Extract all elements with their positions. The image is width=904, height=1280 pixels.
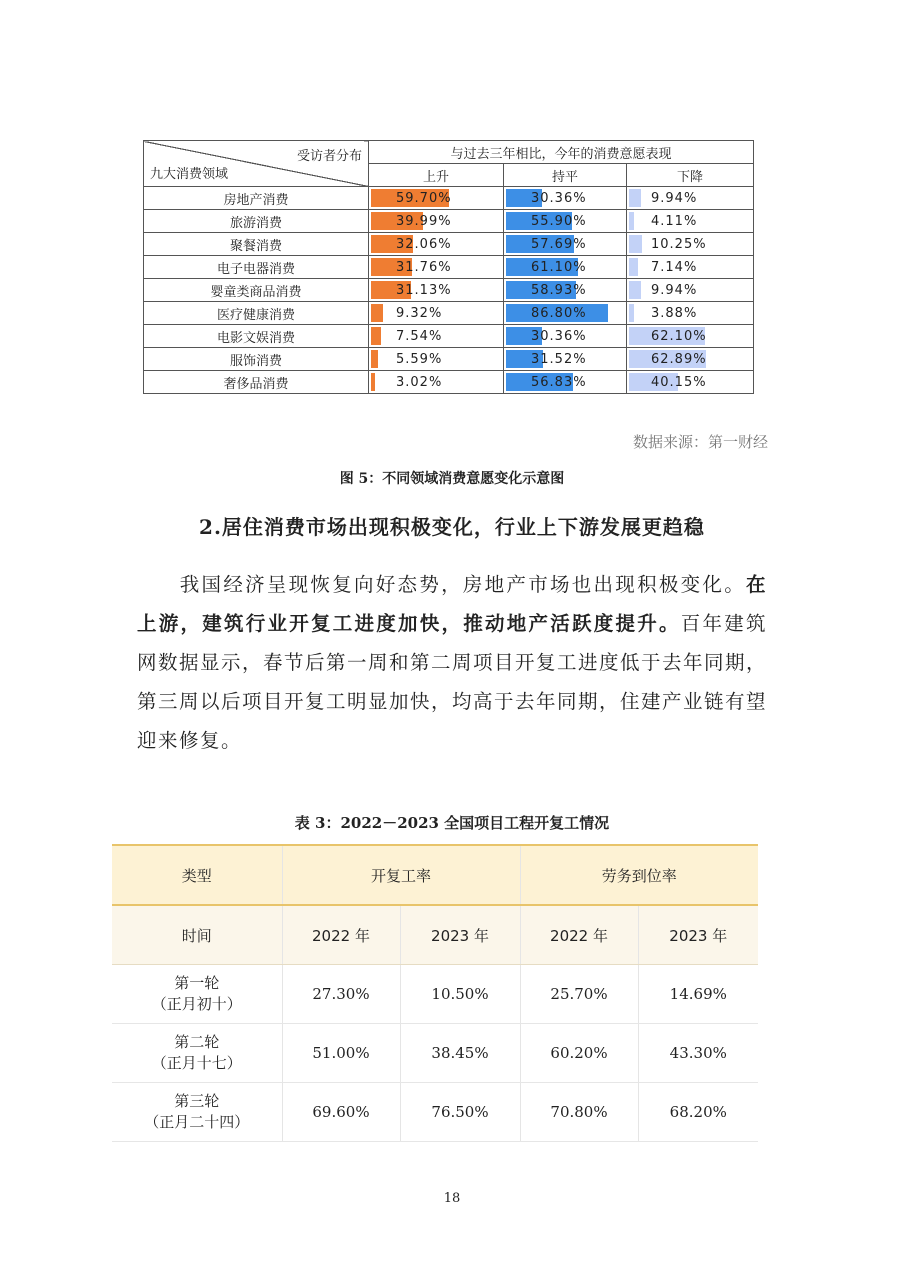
value-cell-down — [627, 348, 754, 371]
page-number: 18 — [443, 1191, 461, 1206]
round-label: 第二轮 （正月十七） — [112, 1024, 282, 1083]
resumption-table — [112, 844, 758, 1142]
diagonal-header-cell — [144, 141, 369, 187]
value-label: 31.13% — [396, 282, 452, 298]
value-label: 5.59% — [396, 351, 443, 367]
data-source: 数据来源：第一财经 — [632, 433, 768, 451]
table3-caption: 表 3：2022－2023 全国项目工程开复工情况 — [294, 814, 610, 832]
body-paragraph — [137, 565, 767, 760]
value-cell-up — [369, 325, 504, 348]
table-row — [144, 325, 754, 348]
header-flat: 持平 — [504, 164, 627, 187]
table-cell: 25.70% — [520, 965, 638, 1024]
value-label: 57.69% — [531, 236, 587, 252]
value-cell-flat — [504, 233, 627, 256]
value-label: 86.80% — [531, 305, 587, 321]
value-cell-flat — [504, 371, 627, 394]
header-year: 2023 年 — [638, 905, 758, 965]
category-label: 电子电器消费 — [144, 256, 369, 279]
value-cell-flat — [504, 187, 627, 210]
value-label: 39.99% — [396, 213, 452, 229]
table-cell: 60.20% — [520, 1024, 638, 1083]
header-time: 时间 — [112, 905, 282, 965]
value-label: 7.14% — [651, 259, 698, 275]
header-compare: 与过去三年相比，今年的消费意愿表现 — [369, 141, 754, 164]
table-row — [144, 302, 754, 325]
table-row — [144, 233, 754, 256]
header-domains: 九大消费领域 — [150, 167, 229, 182]
value-cell-up — [369, 187, 504, 210]
header-down: 下降 — [627, 164, 754, 187]
value-label: 7.54% — [396, 328, 443, 344]
table-cell: 27.30% — [282, 965, 400, 1024]
round-label: 第一轮 （正月初十） — [112, 965, 282, 1024]
value-cell-up — [369, 210, 504, 233]
value-cell-down — [627, 210, 754, 233]
paragraph-part1: 我国经济呈现恢复向好态势，房地产市场也出现积极变化。 — [179, 573, 746, 596]
value-label: 62.10% — [651, 328, 707, 344]
header-distribution: 受访者分布 — [296, 149, 362, 164]
table-cell: 69.60% — [282, 1083, 400, 1142]
value-cell-up — [369, 348, 504, 371]
value-cell-down — [627, 371, 754, 394]
value-label: 9.94% — [651, 190, 698, 206]
value-label: 61.10% — [531, 259, 587, 275]
table-row — [144, 371, 754, 394]
figure-caption: 图 5：不同领域消费意愿变化示意图 — [339, 471, 565, 487]
value-label: 30.36% — [531, 190, 587, 206]
value-label: 3.88% — [651, 305, 698, 321]
value-label: 31.52% — [531, 351, 587, 367]
value-cell-up — [369, 233, 504, 256]
header-year: 2022 年 — [520, 905, 638, 965]
value-cell-up — [369, 302, 504, 325]
value-label: 56.83% — [531, 374, 587, 390]
value-cell-up — [369, 371, 504, 394]
value-cell-down — [627, 302, 754, 325]
value-label: 4.11% — [651, 213, 698, 229]
category-label: 服饰消费 — [144, 348, 369, 371]
category-label: 电影文娱消费 — [144, 325, 369, 348]
category-label: 医疗健康消费 — [144, 302, 369, 325]
header-year: 2023 年 — [400, 905, 520, 965]
table-row — [112, 1024, 758, 1083]
value-label: 40.15% — [651, 374, 707, 390]
table-cell: 43.30% — [638, 1024, 758, 1083]
value-label: 31.76% — [396, 259, 452, 275]
value-cell-down — [627, 325, 754, 348]
value-cell-down — [627, 279, 754, 302]
table-row — [144, 279, 754, 302]
value-label: 30.36% — [531, 328, 587, 344]
value-cell-up — [369, 256, 504, 279]
category-label: 聚餐消费 — [144, 233, 369, 256]
consumption-willingness-table — [143, 140, 754, 394]
value-cell-flat — [504, 325, 627, 348]
value-label: 9.32% — [396, 305, 443, 321]
value-label: 58.93% — [531, 282, 587, 298]
value-cell-down — [627, 187, 754, 210]
header-resumption-rate: 开复工率 — [282, 845, 520, 905]
paragraph-part2: 百年建筑网数据显示，春节后第一周和第二周项目开复工进度低于去年同期，第三周以后项目开复工明显加快，均高于去年同期，住建产业链有望迎来修复。 — [137, 612, 768, 752]
section-title: 2.居住消费市场出现积极变化，行业上下游发展更趋稳 — [199, 515, 705, 539]
table-row — [112, 1083, 758, 1142]
table-row — [144, 210, 754, 233]
value-label: 9.94% — [651, 282, 698, 298]
value-cell-flat — [504, 279, 627, 302]
category-label: 婴童类商品消费 — [144, 279, 369, 302]
value-label: 59.70% — [396, 190, 452, 206]
table-cell: 38.45% — [400, 1024, 520, 1083]
table-row — [144, 256, 754, 279]
value-label: 32.06% — [396, 236, 452, 252]
category-label: 旅游消费 — [144, 210, 369, 233]
table-row — [144, 187, 754, 210]
table-row — [112, 965, 758, 1024]
table-cell: 51.00% — [282, 1024, 400, 1083]
value-cell-flat — [504, 210, 627, 233]
value-label: 3.02% — [396, 374, 443, 390]
round-label: 第三轮 （正月二十四） — [112, 1083, 282, 1142]
header-up: 上升 — [369, 164, 504, 187]
table-cell: 68.20% — [638, 1083, 758, 1142]
table-cell: 14.69% — [638, 965, 758, 1024]
value-label: 62.89% — [651, 351, 707, 367]
header-year: 2022 年 — [282, 905, 400, 965]
header-labor-rate: 劳务到位率 — [520, 845, 758, 905]
value-cell-down — [627, 256, 754, 279]
category-label: 奢侈品消费 — [144, 371, 369, 394]
category-label: 房地产消费 — [144, 187, 369, 210]
value-cell-flat — [504, 302, 627, 325]
value-label: 55.90% — [531, 213, 587, 229]
table-cell: 70.80% — [520, 1083, 638, 1142]
table-row — [144, 348, 754, 371]
value-cell-flat — [504, 348, 627, 371]
value-cell-up — [369, 279, 504, 302]
value-cell-flat — [504, 256, 627, 279]
value-cell-down — [627, 233, 754, 256]
table-cell: 76.50% — [400, 1083, 520, 1142]
header-type: 类型 — [112, 845, 282, 905]
value-label: 10.25% — [651, 236, 707, 252]
table-cell: 10.50% — [400, 965, 520, 1024]
paragraph-bold: 在上游，建筑行业开复工进度加快，推动地产活跃度提升。 — [137, 573, 767, 635]
